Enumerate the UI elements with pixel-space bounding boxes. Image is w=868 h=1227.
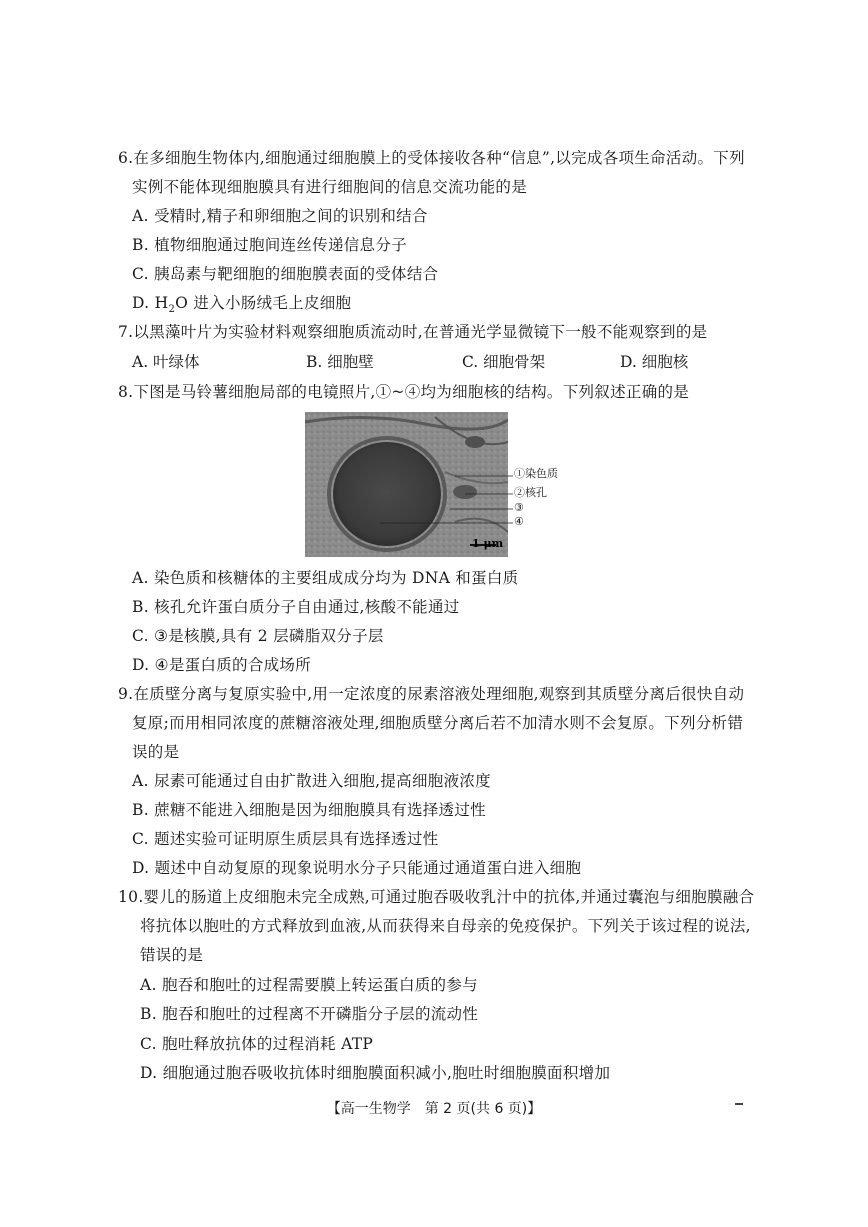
q9-stem-line3: 误的是	[132, 743, 180, 761]
corner-mark	[735, 1103, 743, 1105]
scale-bar-label: 1 μm	[472, 537, 504, 550]
q8-option-a: A. 染色质和核糖体的主要组成成分均为 DNA 和蛋白质	[132, 569, 519, 587]
q7-option-d: D. 细胞核	[620, 353, 689, 371]
q10-stem-line3: 错误的是	[140, 946, 204, 964]
label-4: ④	[514, 515, 524, 528]
q10-option-a: A. 胞吞和胞吐的过程需要膜上转运蛋白质的参与	[140, 976, 478, 994]
q8-option-b: B. 核孔允许蛋白质分子自由通过,核酸不能通过	[132, 598, 460, 616]
q10-stem-line1: 10.婴儿的肠道上皮细胞未完全成熟,可通过胞吞吸收乳汁中的抗体,并通过囊泡与细胞膜融合	[118, 888, 755, 906]
q9-stem-line1: 9.在质壁分离与复原实验中,用一定浓度的尿素溶液处理细胞,观察到其质壁分离后很快自动	[118, 685, 745, 703]
q6-option-a: A. 受精时,精子和卵细胞之间的识别和结合	[132, 207, 428, 225]
label-3: ③	[514, 501, 524, 514]
q6-stem-line2: 实例不能体现细胞膜具有进行细胞间的信息交流功能的是	[132, 178, 528, 196]
q6-option-d-sub: 2	[168, 304, 176, 316]
q6-stem-line1: 6.在多细胞生物体内,细胞通过细胞膜上的受体接收各种“信息”,以完成各项生命活动。下列	[118, 149, 745, 167]
q6-option-d-pre: D. H	[132, 294, 169, 312]
label-chromatin: ①染色质	[514, 467, 558, 480]
q7-option-b: B. 细胞壁	[306, 353, 374, 371]
q10-option-c: C. 胞吐释放抗体的过程消耗 ATP	[140, 1035, 374, 1053]
q8-option-c: C. ③是核膜,具有 2 层磷脂双分子层	[132, 627, 384, 645]
q9-stem-line2: 复原;而用相同浓度的蔗糖溶液处理,细胞质壁分离后若不加清水则不会复原。下列分析错	[132, 714, 744, 732]
q6-option-d	[132, 293, 351, 320]
q6-option-d-post: O 进入小肠绒毛上皮细胞	[175, 294, 352, 312]
q10-option-d: D. 细胞通过胞吞吸收抗体时细胞膜面积减小,胞吐时细胞膜面积增加	[140, 1064, 611, 1082]
q7-option-a: A. 叶绿体	[132, 353, 200, 371]
q8-stem: 8.下图是马铃薯细胞局部的电镜照片,①~④均为细胞核的结构。下列叙述正确的是	[118, 383, 690, 401]
q10-stem-line2: 将抗体以胞吐的方式释放到血液,从而获得来自母亲的免疫保护。下列关于该过程的说法,	[140, 917, 751, 935]
q7-option-c: C. 细胞骨架	[462, 353, 546, 371]
q10-option-b: B. 胞吞和胞吐的过程离不开磷脂分子层的流动性	[140, 1005, 479, 1023]
q9-option-a: A. 尿素可能通过自由扩散进入细胞,提高细胞液浓度	[132, 772, 491, 790]
label-nuclear-pore: ②核孔	[514, 486, 547, 499]
q8-option-d: D. ④是蛋白质的合成场所	[132, 656, 312, 674]
q9-option-d: D. 题述中自动复原的现象说明水分子只能通过通道蛋白进入细胞	[132, 859, 582, 877]
page-footer: 【高一生物学 第 2 页(共 6 页)】	[326, 1101, 542, 1117]
q9-option-c: C. 题述实验可证明原生质层具有选择透过性	[132, 830, 439, 848]
q6-option-c: C. 胰岛素与靶细胞的细胞膜表面的受体结合	[132, 265, 439, 283]
figure-leader-lines	[380, 470, 515, 530]
q7-stem: 7.以黑藻叶片为实验材料观察细胞质流动时,在普通光学显微镜下一般不能观察到的是	[118, 323, 708, 341]
q9-option-b: B. 蔗糖不能进入细胞是因为细胞膜具有选择透过性	[132, 801, 486, 819]
q6-option-b: B. 植物细胞通过胞间连丝传递信息分子	[132, 236, 407, 254]
